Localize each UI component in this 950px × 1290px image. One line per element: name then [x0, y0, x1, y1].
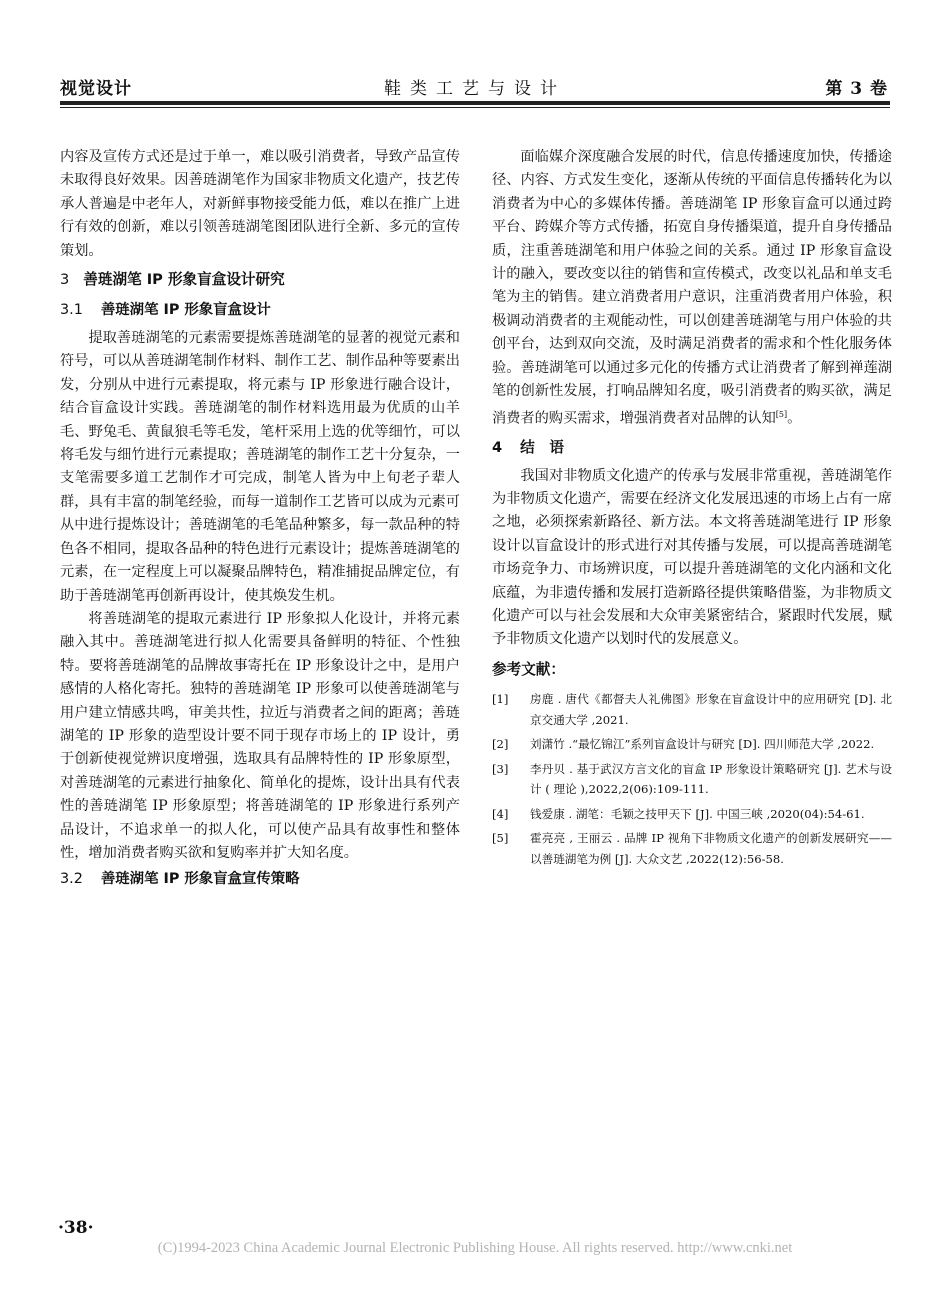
- paragraph: 将善琏湖笔的提取元素进行 IP 形象拟人化设计，并将元素融入其中。善琏湖笔进行拟人化需要具备鲜明的特征、个性独特。要将善琏湖笔的品牌故事寄托在 IP 形象设计之中，是用户感情的人格化寄托。独特的善琏湖笔 IP 形象可以使善琏湖笔与用户建立情感共鸣，审美共性，拉近与消费者之间的距离；善琏湖笔的 IP 形象的造型设计要不同于现存市场上的 IP 设计，勇于创新使视觉辨识度增强，选取具有品牌特性的 IP 形象原型，对善琏湖笔的元素进行抽象化、简单化的提炼，设计出具有代表性的善琏湖笔 IP 形象原型；将善琏湖笔的 IP 形象进行系列产品设计，不追求单一的拟人化，可以使产品具有故事性和整体性，增加消费者购买欲和复购率并扩大知名度。: [60, 610, 460, 861]
- section-heading-3: [60, 267, 460, 292]
- reference-text: 钱爱康 . 湖笔：毛颖之技甲天下 [J]. 中国三峡 ,2020(04):54-61.: [530, 806, 865, 821]
- reference-item: [492, 734, 892, 755]
- right-column: [492, 146, 892, 873]
- section-title: 结 语: [520, 438, 564, 456]
- citation-marker: [5]: [775, 410, 788, 420]
- reference-item: [492, 804, 892, 825]
- reference-item: [492, 828, 892, 869]
- reference-number: [4]: [492, 806, 509, 821]
- volume-label: 第 3 卷: [825, 79, 888, 99]
- page-number: ·38·: [58, 1218, 94, 1238]
- paragraph: [492, 146, 892, 432]
- reference-text: 刘潇竹 .“最忆锦江”系列盲盒设计与研究 [D]. 四川师范大学 ,2022.: [530, 737, 875, 752]
- subsection-heading-3-2: [60, 867, 460, 892]
- reference-text: 房鹿 . 唐代《都督夫人礼佛图》形象在盲盒设计中的应用研究 [D]. 北京交通大学 ,2021.: [530, 692, 892, 727]
- section-number: 3: [60, 271, 70, 289]
- reference-list: [492, 689, 892, 869]
- reference-item: [492, 689, 892, 730]
- reference-number: [3]: [492, 761, 509, 776]
- left-column: [60, 146, 460, 896]
- header-rule-thin: [60, 107, 890, 108]
- subsection-title: 善琏湖笔 IP 形象盲盒宣传策略: [100, 871, 300, 888]
- reference-text: 霍亮亮 , 王丽云 . 品牌 IP 视角下非物质文化遗产的创新发展研究——以善琏湖笔为例 [J]. 大众文艺 ,2022(12):56-58.: [530, 831, 892, 866]
- subsection-number: 3.1: [60, 302, 83, 319]
- copyright-footer: (C)1994-2023 China Academic Journal Electronic Publishing House. All rights reserved. http://www.cnki.net: [157, 1240, 793, 1256]
- section-number: 4: [492, 438, 503, 456]
- paragraph: 我国对非物质文化遗产的传承与发展非常重视，善琏湖笔作为非物质文化遗产，需要在经济文化发展迅速的市场上占有一席之地，必须探索新路径、新方法。本文将善琏湖笔进行 IP 形象设计以盲盒设计的形式进行对其传播与发展，可以提高善琏湖笔市场竞争力、市场辨识度，可以提升善琏湖笔的文化内涵和文化底蕴，为非遗传播和发展打造新路径提供策略借鉴，为非物质文化遗产可以与社会发展和大众审美紧密结合，紧跟时代发展，赋予非物质文化遗产以划时代的发展意义。: [492, 467, 892, 648]
- section-heading-4: [492, 435, 892, 460]
- section-title: 善琏湖笔 IP 形象盲盒设计研究: [83, 271, 285, 289]
- paragraph: 内容及宣传方式还是过于单一，难以吸引消费者，导致产品宣传未取得良好效果。因善琏湖笔作为国家非物质文化遗产，技艺传承人普遍是中老年人，对新鲜事物接受能力低，难以在推广上进行有效的创新，难以引领善琏湖笔图团队进行全新、多元的宣传策划。: [60, 149, 460, 259]
- paragraph-text: 面临媒介深度融合发展的时代，信息传播速度加快，传播途径、内容、方式发生变化，逐渐从传统的平面信息传播转化为以消费者为中心的多媒体传播。善琏湖笔 IP 形象盲盒可以通过跨平台、跨媒介等方式传播，拓宽自身传播渠道，提升自身传播品质，注重善琏湖笔和用户体验之间的关系。通过 IP 形象盲盒设计的融入，要改变以往的销售和宣传模式，改变以礼品和单支毛笔为主的销售。建立消费者用户意识，注重消费者用户体验，积极调动消费者的主观能动性，可以创建善琏湖笔与用户体验的共创平台，达到双向交流，及时满足消费者的需求和个性化服务体验。善琏湖笔可以通过多元化的传播方式让消费者了解到禅莲湖笔的创新性发展，打响品牌知名度，吸引消费者的购买欲，满足消费者的购买需求，增强消费者对品牌的认知: [492, 149, 892, 428]
- reference-number: [1]: [492, 692, 509, 707]
- journal-title: 鞋类工艺与设计: [384, 79, 566, 99]
- subsection-heading-3-1: [60, 298, 460, 323]
- subsection-title: 善琏湖笔 IP 形象盲盒设计: [100, 302, 271, 319]
- header-rule-thick: [60, 101, 890, 105]
- reference-item: [492, 759, 892, 800]
- paragraph-end: 。: [787, 411, 802, 428]
- reference-number: [5]: [492, 831, 509, 846]
- journal-section-label: 视觉设计: [60, 79, 132, 99]
- paragraph: 提取善琏湖笔的元素需要提炼善琏湖笔的显著的视觉元素和符号，可以从善琏湖笔制作材料、制作工艺、制作品种等要素出发，分别从中进行元素提取，将元素与 IP 形象进行融合设计，结合盲盒设计实践。善琏湖笔的制作材料选用最为优质的山羊毛、野兔毛、黄鼠狼毛等毛发，笔杆采用上选的优等细竹，可以将毛发与细竹进行元素提取；善琏湖笔的制作工艺十分复杂，一支笔需要多道工艺制作才可完成，制笔人皆为中上旬老子辈人群，具有丰富的制笔经验，而每一道制作工艺皆可以成为元素可从中进行提炼设计；善琏湖笔的毛笔品种繁多，每一款品种的特色各不相同，提取各品种的特色进行元素设计；提炼善琏湖笔的元素，在一定程度上可以凝聚品牌特色，精准捕捉品牌定位，有助于善琏湖笔再创新再设计，使其焕发生机。: [60, 330, 460, 604]
- subsection-number: 3.2: [60, 871, 83, 888]
- reference-text: 李丹贝 . 基于武汉方言文化的盲盒 IP 形象设计策略研究 [J]. 艺术与设计 ( 理论 ),2022,2(06):109-111.: [530, 761, 892, 797]
- references-heading: 参考文献：: [492, 660, 565, 678]
- reference-number: [2]: [492, 737, 509, 752]
